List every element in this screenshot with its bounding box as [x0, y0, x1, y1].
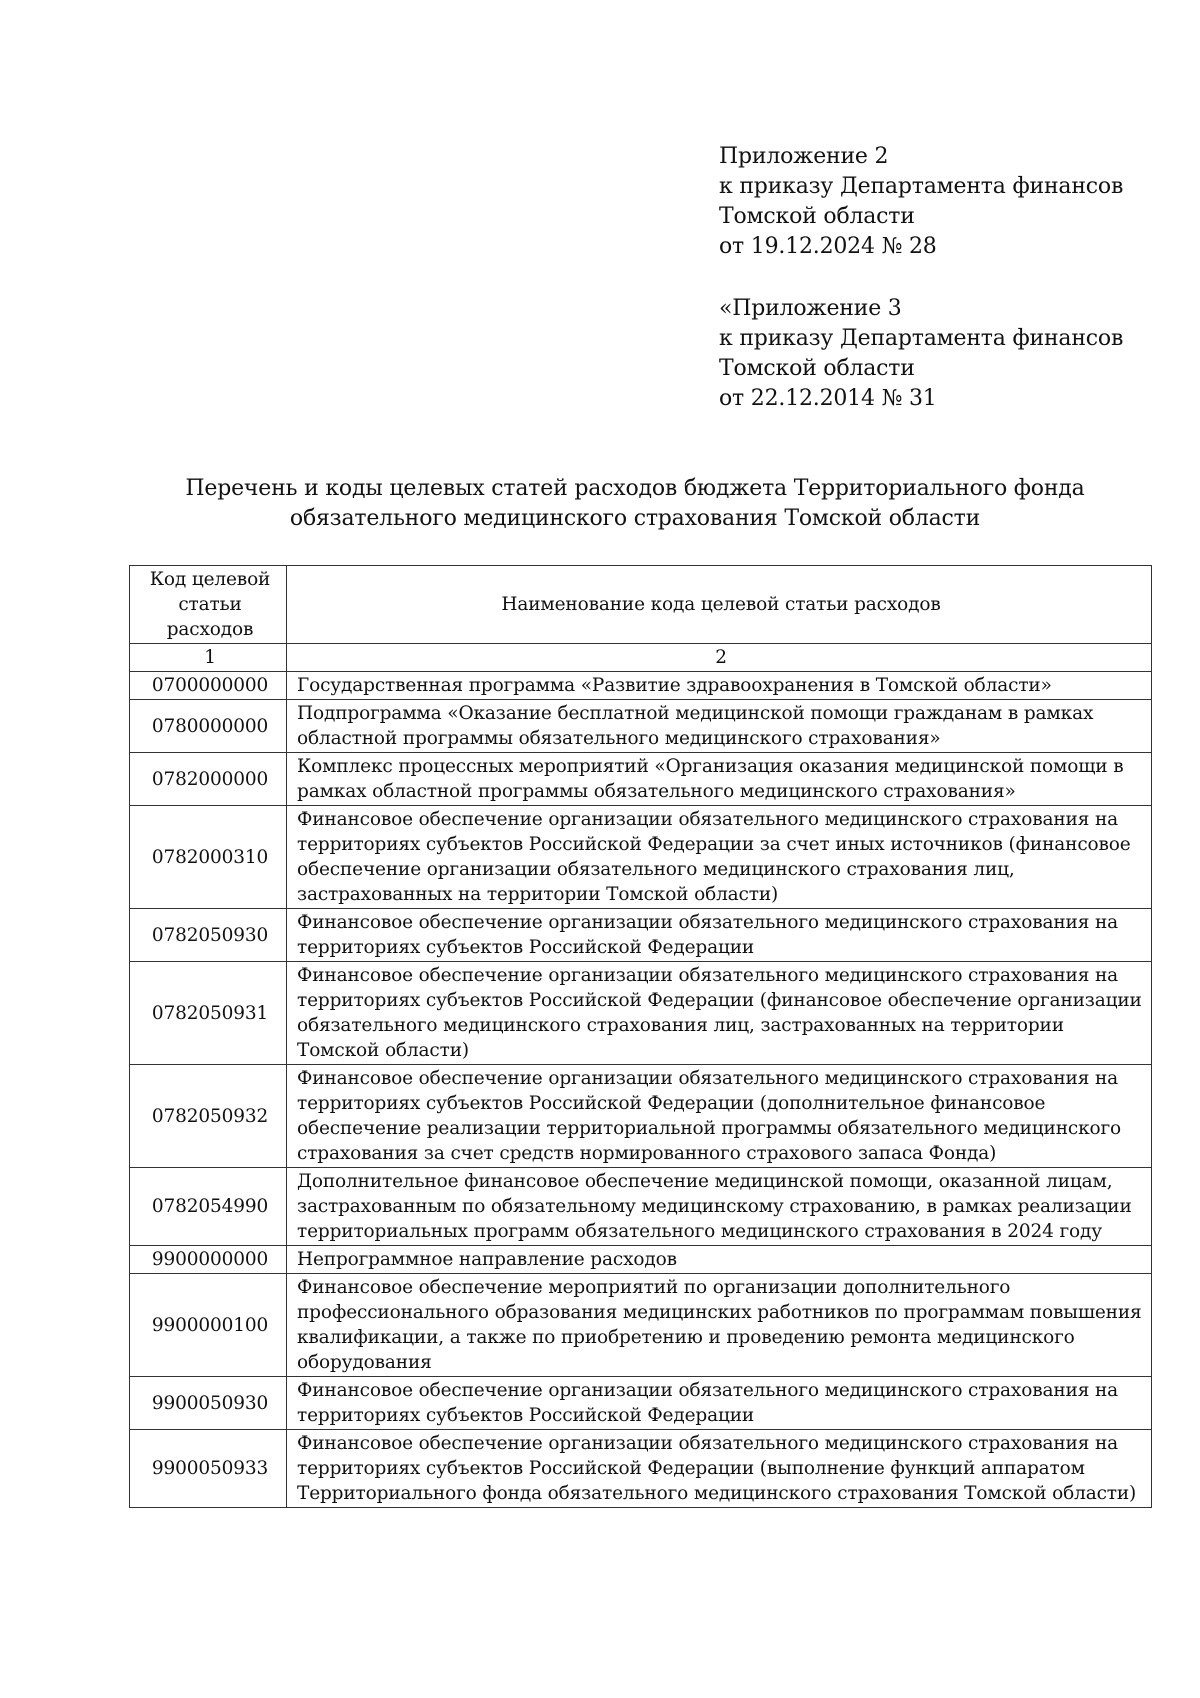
original-appendix-line: «Приложение 3 [719, 296, 902, 321]
row-name: Финансовое обеспечение организации обязательного медицинского страхования на территориях субъектов Российской Федерации за счет иных источников (финансовое обеспечение организации обязательного медицинского страхования лиц, застрахованных на территории Томской области) [287, 806, 1152, 909]
appendix-line: к приказу Департамента финансов [719, 174, 1124, 199]
table-row [130, 1168, 1152, 1246]
row-name: Финансовое обеспечение организации обязательного медицинского страхования на территориях субъектов Российской Федерации (дополнительное финансовое обеспечение реализации территориальной программы обязательного медицинского страхования за счет средств нормированного страхового запаса Фонда) [287, 1065, 1152, 1168]
row-code: 0700000000 [130, 672, 287, 700]
appendix-line: Приложение 2 [719, 144, 889, 169]
table-row [130, 753, 1152, 806]
original-appendix-line: от 22.12.2014 № 31 [719, 386, 937, 411]
row-code: 0782050930 [130, 909, 287, 962]
appendix-line: Томской области [719, 204, 915, 229]
target-articles-table [129, 565, 1152, 1508]
document-title [130, 474, 1140, 534]
table-row [130, 1377, 1152, 1430]
row-code: 9900050930 [130, 1377, 287, 1430]
column-number-2: 2 [287, 644, 1152, 672]
original-appendix-line: Томской области [719, 356, 915, 381]
table-row [130, 1430, 1152, 1508]
document-title-line: Перечень и коды целевых статей расходов бюджета Территориального фонда [185, 476, 1085, 501]
appendix-line: от 19.12.2024 № 28 [719, 234, 937, 259]
table-row [130, 962, 1152, 1065]
row-code: 9900000000 [130, 1246, 287, 1274]
row-name: Финансовое обеспечение организации обязательного медицинского страхования на территориях субъектов Российской Федерации (выполнение функций аппаратом Территориального фонда обязательного медицинского страхования Томской области) [287, 1430, 1152, 1508]
column-number-1: 1 [130, 644, 287, 672]
row-code: 0782000310 [130, 806, 287, 909]
row-code: 0782000000 [130, 753, 287, 806]
original-appendix-block [719, 294, 1123, 414]
row-code: 0780000000 [130, 700, 287, 753]
table-row [130, 700, 1152, 753]
row-name: Финансовое обеспечение мероприятий по организации дополнительного профессионального образования медицинских работников по программам повышения квалификации, а также по приобретению и проведению ремонта медицинского оборудования [287, 1274, 1152, 1377]
table-row [130, 1246, 1152, 1274]
header-code: Код целевой статьи расходов [130, 566, 287, 644]
row-code: 9900000100 [130, 1274, 287, 1377]
table-row [130, 1274, 1152, 1377]
document-title-line: обязательного медицинского страхования Томской области [289, 506, 981, 531]
row-name: Комплекс процессных мероприятий «Организация оказания медицинской помощи в рамках областной программы обязательного медицинского страхования» [287, 753, 1152, 806]
row-name: Финансовое обеспечение организации обязательного медицинского страхования на территориях субъектов Российской Федерации [287, 909, 1152, 962]
appendix-block [719, 142, 1123, 262]
row-name: Финансовое обеспечение организации обязательного медицинского страхования на территориях субъектов Российской Федерации (финансовое обеспечение организации обязательного медицинского страхования лиц, застрахованных на территории Томской области) [287, 962, 1152, 1065]
row-code: 0782050932 [130, 1065, 287, 1168]
table-header-row [130, 566, 1152, 644]
column-number-row [130, 644, 1152, 672]
row-name: Дополнительное финансовое обеспечение медицинской помощи, оказанной лицам, застрахованным по обязательному медицинскому страхованию, в рамках реализации территориальных программ обязательного медицинского страхования в 2024 году [287, 1168, 1152, 1246]
table-row [130, 806, 1152, 909]
row-name: Финансовое обеспечение организации обязательного медицинского страхования на территориях субъектов Российской Федерации [287, 1377, 1152, 1430]
table-row [130, 909, 1152, 962]
row-name: Непрограммное направление расходов [287, 1246, 1152, 1274]
row-name: Подпрограмма «Оказание бесплатной медицинской помощи гражданам в рамках областной программы обязательного медицинского страхования» [287, 700, 1152, 753]
row-name: Государственная программа «Развитие здравоохранения в Томской области» [287, 672, 1152, 700]
header-name: Наименование кода целевой статьи расходов [287, 566, 1152, 644]
row-code: 9900050933 [130, 1430, 287, 1508]
original-appendix-line: к приказу Департамента финансов [719, 326, 1124, 351]
table-row [130, 1065, 1152, 1168]
row-code: 0782054990 [130, 1168, 287, 1246]
table-row [130, 672, 1152, 700]
row-code: 0782050931 [130, 962, 287, 1065]
